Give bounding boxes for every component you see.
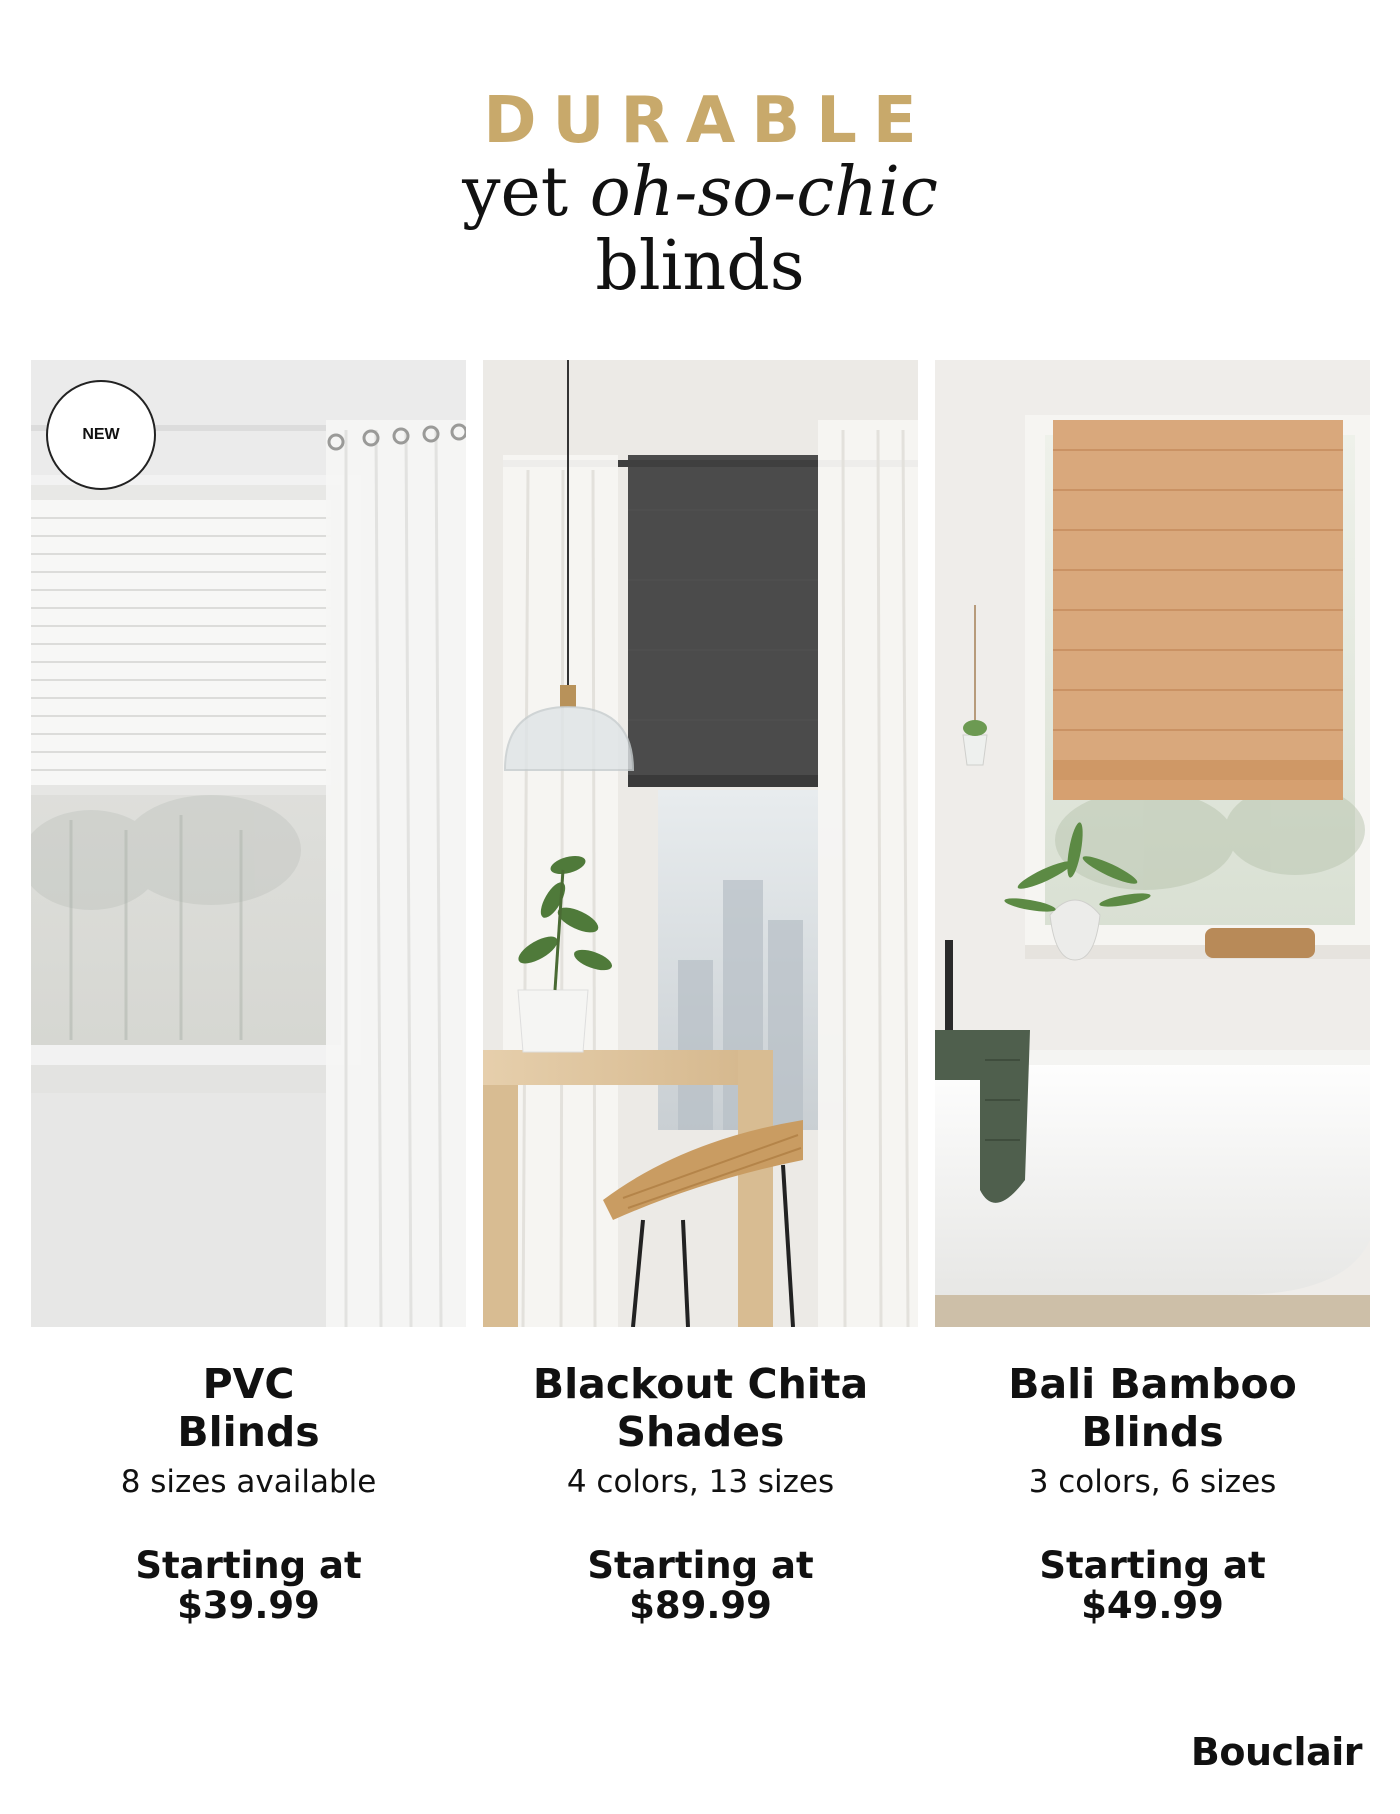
blackout-shades-illustration (483, 360, 918, 1327)
product-name-line2: Blinds (1081, 1408, 1224, 1456)
product-image-bali-bamboo-blinds[interactable] (935, 360, 1370, 1327)
starting-at-label: Starting at (135, 1544, 362, 1587)
product-name[interactable] (935, 1360, 1370, 1456)
pvc-blinds-illustration (31, 360, 466, 1327)
product-price: $39.99 (177, 1584, 320, 1627)
headline-line2-plain: yet (462, 153, 590, 232)
brand-logo[interactable]: Bouclair (1190, 1730, 1362, 1774)
product-details: 4 colors, 13 sizes (566, 1464, 835, 1500)
product-caption-blackout-chita-shades (483, 1360, 918, 1626)
product-price: $49.99 (1081, 1584, 1224, 1627)
product-image-blackout-chita-shades[interactable] (483, 360, 918, 1327)
product-caption-bali-bamboo-blinds (935, 1360, 1370, 1626)
bamboo-blinds-illustration (935, 360, 1370, 1327)
product-details: 3 colors, 6 sizes (1028, 1464, 1277, 1500)
product-name[interactable] (31, 1360, 466, 1456)
headline-line3: blinds (595, 227, 805, 306)
product-name-line1: Blackout Chita (532, 1360, 869, 1408)
product-caption-pvc-blinds (31, 1360, 466, 1626)
new-badge: NEW (46, 380, 156, 490)
product-name-line2: Blinds (177, 1408, 320, 1456)
product-name-line2: Shades (616, 1408, 785, 1456)
product-details: 8 sizes available (120, 1464, 377, 1500)
product-price: $89.99 (629, 1584, 772, 1627)
headline-durable: DURABLE (483, 84, 933, 158)
product-name[interactable] (483, 1360, 918, 1456)
product-name-line1: PVC (202, 1360, 295, 1408)
starting-at-label: Starting at (1039, 1544, 1266, 1587)
starting-at-label: Starting at (587, 1544, 814, 1587)
headline-line2-italic: oh-so-chic (589, 153, 938, 232)
headline-line2 (0, 153, 1400, 232)
product-name-line1: Bali Bamboo (1008, 1360, 1297, 1408)
headline (0, 86, 1400, 304)
product-image-pvc-blinds[interactable] (31, 360, 466, 1327)
